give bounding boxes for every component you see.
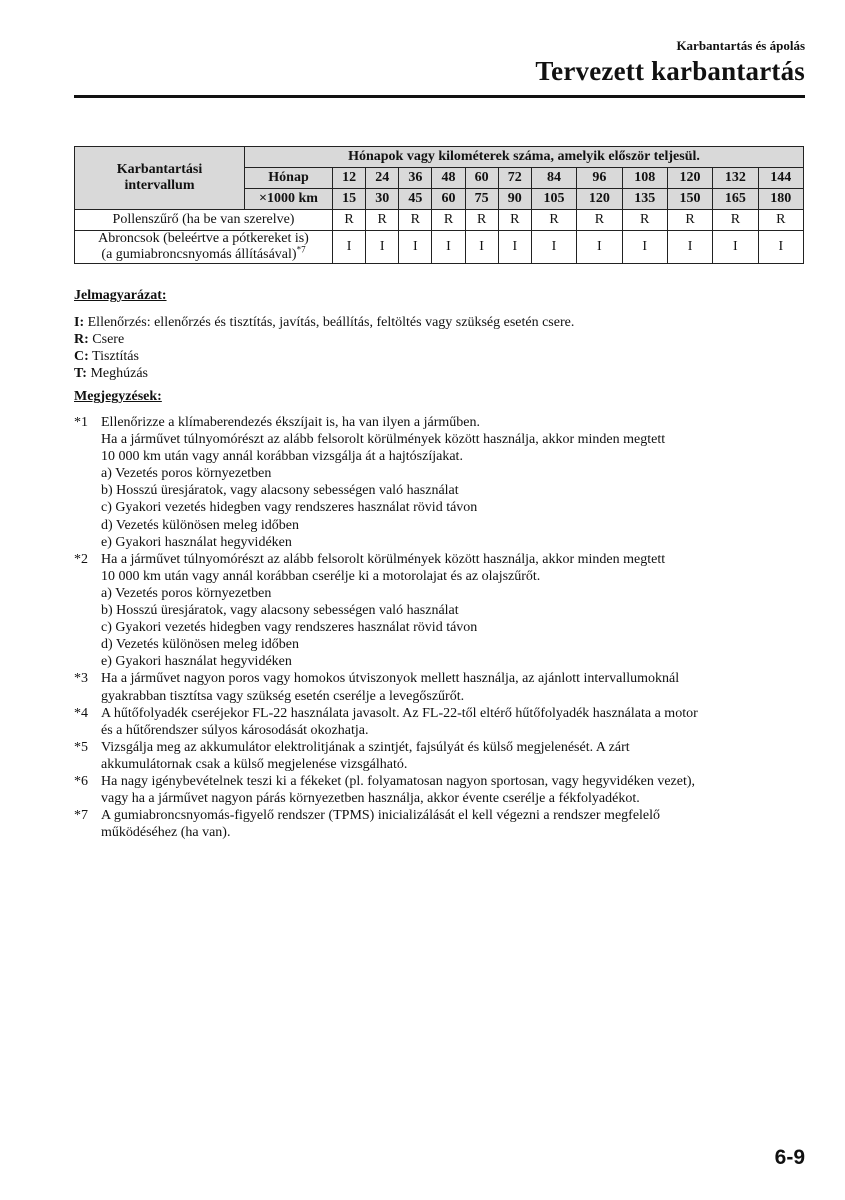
title-rule [74,95,805,98]
row-label-text: (a gumiabroncsnyomás állításával) [101,247,297,262]
schedule-cell: I [758,231,803,264]
note-marker: *5 [74,739,88,755]
legend-text: Meghúzás [86,366,149,381]
note-line: gyakrabban tisztítsa vagy szükség esetén cserélje a levegőszűrőt. [101,688,465,704]
km-label: ×1000 km [245,189,333,210]
note-body [101,705,805,739]
km-cell: 150 [667,189,712,210]
month-cell: 72 [498,168,531,189]
month-cell: 120 [667,168,712,189]
note-line: e) Gyakori használat hegyvidéken [101,654,292,670]
note-body [101,551,805,671]
note-line: a) Vezetés poros környezetben [101,585,272,601]
legend-item [74,365,574,382]
footnote-ref: *7 [296,244,306,255]
month-cell: 84 [531,168,576,189]
note-item [74,551,805,671]
note-item [74,705,805,739]
legend-heading: Jelmagyarázat: [74,288,167,303]
note-line: d) Vezetés különösen meleg időben [101,637,300,653]
note-marker: *3 [74,671,88,687]
months-label: Hónap [245,168,333,189]
notes-heading: Megjegyzések: [74,389,162,404]
row-label-line: Abroncsok (beleértve a pótkereket is) [98,231,309,246]
note-item [74,807,805,841]
legend-key: T: [74,366,87,381]
km-cell: 45 [399,189,432,210]
notes-list [74,414,805,841]
schedule-cell: I [333,231,366,264]
schedule-cell: R [667,210,712,231]
table-header-row-span [75,147,804,168]
schedule-cell: I [622,231,667,264]
note-body [101,414,805,551]
schedule-cell: I [577,231,622,264]
note-marker: *4 [74,705,88,721]
note-line: a) Vezetés poros környezetben [101,466,272,482]
schedule-cell: R [465,210,498,231]
km-cell: 15 [333,189,366,210]
note-line: Vizsgálja meg az akkumulátor elektrolitjának a szintjét, fajsúlyát és külső megjelenését. A zárt [101,739,630,755]
note-line: vagy ha a járművet nagyon párás környezetben használja, akkor évente cserélje a fékfolyadékot. [101,791,640,807]
schedule-cell: I [667,231,712,264]
note-item [74,670,805,704]
schedule-cell: R [622,210,667,231]
km-cell: 90 [498,189,531,210]
table-corner-label [75,147,245,210]
note-line: b) Hosszú üresjáratok, vagy alacsony sebességen való használat [101,483,459,499]
schedule-cell: I [366,231,399,264]
note-body [101,739,805,773]
note-line: c) Gyakori vezetés hidegben vagy rendszeres használat rövid távon [101,620,478,636]
legend-key: R: [74,332,89,347]
note-line: A hűtőfolyadék cseréjekor FL-22 használata javasolt. Az FL-22-től eltérő hűtőfolyadék használata a motor [101,705,698,721]
note-line: A gumiabroncsnyomás-figyelő rendszer (TPMS) inicializálását el kell végezni a rendszer megfelelő [101,808,661,824]
schedule-cell: R [432,210,465,231]
schedule-cell: R [399,210,432,231]
legend-item [74,314,574,331]
month-cell: 24 [366,168,399,189]
schedule-cell: R [577,210,622,231]
note-line: d) Vezetés különösen meleg időben [101,517,300,533]
note-item [74,739,805,773]
schedule-cell: R [366,210,399,231]
page-number: 6-9 [774,1146,805,1169]
km-cell: 60 [432,189,465,210]
month-cell: 12 [333,168,366,189]
schedule-cell: I [713,231,758,264]
schedule-cell: I [498,231,531,264]
note-item [74,773,805,807]
row-label [75,231,333,264]
note-marker: *2 [74,551,88,567]
schedule-cell: I [465,231,498,264]
month-cell: 132 [713,168,758,189]
table-row [75,231,804,264]
note-item [74,414,805,551]
note-line: b) Hosszú üresjáratok, vagy alacsony sebességen való használat [101,603,459,619]
schedule-cell: R [531,210,576,231]
table-span-header: Hónapok vagy kilométerek száma, amelyik először teljesül. [245,147,804,168]
corner-label-text: Karbantartási intervallum [116,162,203,193]
schedule-cell: R [713,210,758,231]
table-row [75,210,804,231]
legend-text: Tisztítás [88,349,139,364]
legend-key: C: [74,349,89,364]
legend-key: I: [74,315,85,330]
legend-item [74,348,574,365]
km-cell: 75 [465,189,498,210]
note-line: Ha nagy igénybevételnek teszi ki a fékeket (pl. folyamatosan nagyon sportosan, vagy hegyvidéken vezet), [101,773,696,789]
month-cell: 96 [577,168,622,189]
maintenance-schedule-table [74,146,804,264]
km-cell: 30 [366,189,399,210]
note-body [101,773,805,807]
km-cell: 165 [713,189,758,210]
note-body [101,670,805,704]
note-body [101,807,805,841]
month-cell: 144 [758,168,803,189]
row-label-line: Pollenszűrő (ha be van szerelve) [112,212,295,227]
month-cell: 108 [622,168,667,189]
legend-item [74,331,574,348]
legend-text: Csere [88,332,125,347]
note-line: Ha a járművet nagyon poros vagy homokos útviszonyok mellett használja, az ajánlott intervallumoknál [101,671,680,687]
note-line: Ha a járművet túlnyomórészt az alább felsorolt körülmények között használja, akkor minden megtett [101,551,666,567]
month-cell: 60 [465,168,498,189]
note-marker: *7 [74,808,88,824]
km-cell: 120 [577,189,622,210]
row-label-line [77,244,330,263]
note-line: és a hűtőrendszer súlyos károsodását okozhatja. [101,722,369,738]
section-label: Karbantartás és ápolás [676,38,805,53]
schedule-cell: R [758,210,803,231]
schedule-cell: I [531,231,576,264]
note-line: c) Gyakori vezetés hidegben vagy rendszeres használat rövid távon [101,500,478,516]
schedule-cell: R [498,210,531,231]
km-cell: 105 [531,189,576,210]
page-title: Tervezett karbantartás [535,56,805,86]
legend-text: Ellenőrzés: ellenőrzés és tisztítás, javítás, beállítás, feltöltés vagy szükség esetén csere. [84,315,575,330]
legend-list [74,314,574,382]
note-line: Ha a járművet túlnyomórészt az alább felsorolt körülmények között használja, akkor minden megtett [101,432,666,448]
km-cell: 180 [758,189,803,210]
note-line: működéséhez (ha van). [101,825,231,841]
note-marker: *6 [74,773,88,789]
note-line: e) Gyakori használat hegyvidéken [101,534,292,550]
row-label [75,210,333,231]
note-line: 10 000 km után vagy annál korábban vizsgálja át a hajtószíjakat. [101,449,463,465]
schedule-cell: R [333,210,366,231]
month-cell: 36 [399,168,432,189]
note-line: 10 000 km után vagy annál korábban cserélje ki a motorolajat és az olajszűrőt. [101,568,541,584]
km-cell: 135 [622,189,667,210]
note-line: Ellenőrizze a klímaberendezés ékszíjait is, ha van ilyen a járműben. [101,415,481,430]
schedule-cell: I [399,231,432,264]
note-line: akkumulátornak csak a külső megjelenése vizsgálható. [101,756,408,772]
note-marker: *1 [74,415,88,430]
schedule-cell: I [432,231,465,264]
month-cell: 48 [432,168,465,189]
